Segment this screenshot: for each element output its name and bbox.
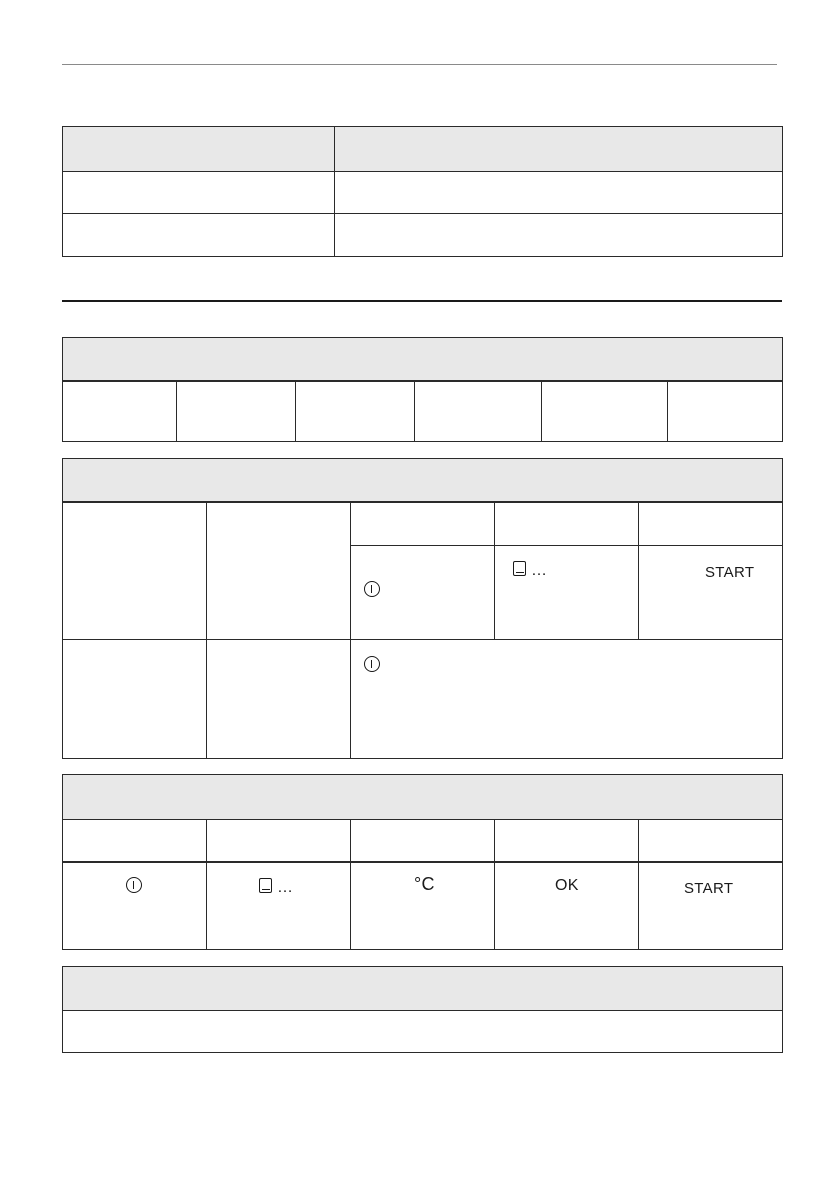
- table-overview-row: [63, 214, 782, 256]
- oven-function-icon: [259, 878, 272, 893]
- ellipsis: …: [277, 879, 293, 896]
- header-rule: [62, 64, 777, 65]
- table-six-columns-header: [63, 338, 782, 380]
- power-icon: [364, 581, 380, 597]
- table-steps-header: [63, 459, 782, 501]
- table-overview-row: [63, 172, 782, 213]
- temperature-icon: °C: [414, 874, 435, 894]
- oven-function-icon: [513, 561, 526, 576]
- table-controls-header: [63, 775, 782, 819]
- ok-label: OK: [555, 877, 579, 894]
- ellipsis: …: [531, 562, 547, 579]
- table-steps: [62, 458, 783, 759]
- power-icon: [364, 656, 380, 672]
- table-controls: [62, 774, 783, 950]
- section-rule: [62, 300, 782, 302]
- table-overview: [62, 126, 783, 257]
- table-note: [62, 966, 783, 1053]
- start-label: START: [705, 564, 755, 581]
- start-label: START: [684, 880, 734, 897]
- table-overview-header: [63, 127, 782, 171]
- table-six-columns: [62, 337, 783, 442]
- power-icon: [126, 877, 142, 893]
- table-note-header: [63, 967, 782, 1010]
